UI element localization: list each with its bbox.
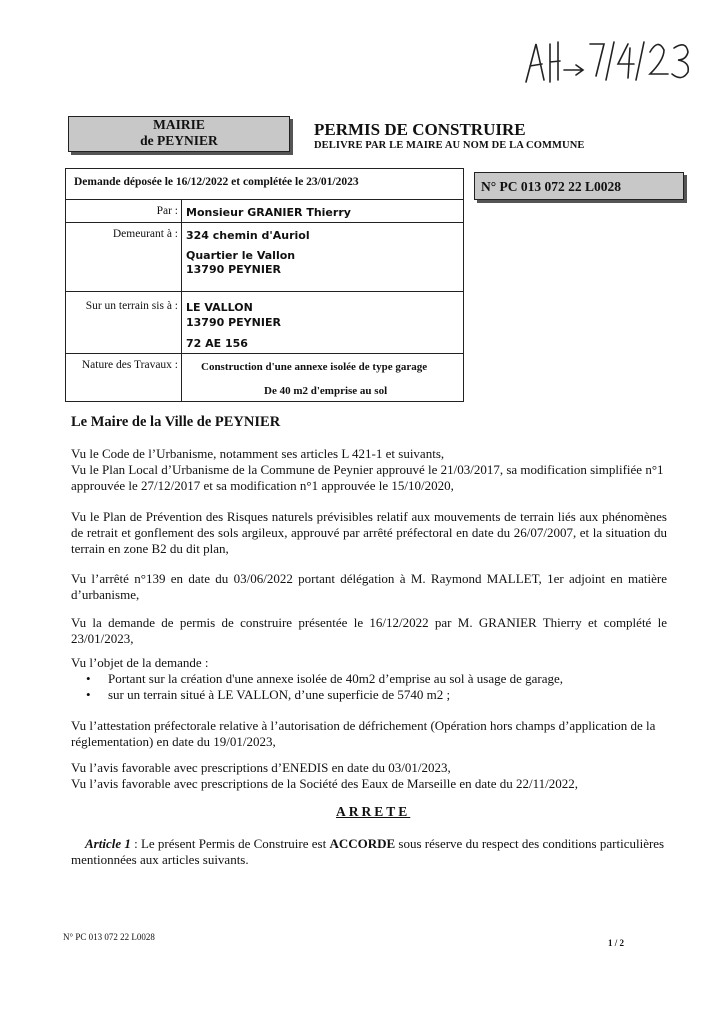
permit-subtitle: DELIVRE PAR LE MAIRE AU NOM DE LA COMMUNE [314,140,585,151]
par-label: Par : [156,205,178,217]
objet-list [86,671,563,703]
article-1-status: ACCORDE [329,836,396,851]
list-item: • sur un terrain situé à LE VALLON, d’une superficie de 5740 m2 ; [86,687,451,703]
table-divider [181,199,182,401]
demeurant-line3: 13790 PEYNIER [186,263,281,276]
nature-label: Nature des Travaux : [81,359,178,371]
vu-code-urbanisme: Vu le Code de l’Urbanisme, notamment ses articles L 421-1 et suivants, [71,446,445,461]
vu-objet: Vu l’objet de la demande : [71,655,209,670]
list-item: • Portant sur la création d'une annexe isolée de 40m2 d’emprise au sol à usage de garage, [86,671,564,686]
demeurant-label: Demeurant à : [112,228,178,240]
arrete-heading: ARRETE [336,804,411,819]
article-1-label: Article 1 [85,836,131,851]
permit-number: N° PC 013 072 22 L0028 [474,172,684,200]
nature-line2: De 40 m2 d'emprise au sol [264,385,388,397]
vu-arrete-delegation: Vu l’arrêté n°139 en date du 03/06/2022 portant délégation à M. Raymond MALLET, 1er adjoint en matière d’urbanisme, [71,571,667,603]
vu-defrichement: Vu l’attestation préfectorale relative à l’autorisation de défrichement (Opération hors champs d’application de la réglementation) en date du 19/01/2023, [71,718,656,750]
objet-item-2: sur un terrain situé à LE VALLON, d’une superficie de 5740 m2 ; [108,687,451,703]
demande-text: Demande déposée le 16/12/2022 et complétée le 23/01/2023 [74,176,359,188]
terrain-line2: 13790 PEYNIER [186,316,281,329]
mairie-name: MAIRIE [153,117,205,132]
demande-row [66,169,463,200]
demeurant-line1: 324 chemin d'Auriol [186,229,310,242]
mairie-box [68,116,290,152]
application-info-table [65,168,464,402]
page-number: 1 / 2 [608,938,625,948]
vu-eaux-marseille: Vu l’avis favorable avec prescriptions de la Société des Eaux de Marseille en date du 22/11/2022, [71,776,579,791]
handwritten-note [520,30,710,90]
permit-title: PERMIS DE CONSTRUIRE [314,120,526,139]
terrain-label: Sur un terrain sis à : [85,300,178,312]
vu-demande: Vu la demande de permis de construire présentée le 16/12/2022 par M. GRANIER Thierry et complété le 23/01/2023, [71,615,667,647]
demeurant-line2: Quartier le Vallon [186,249,296,262]
terrain-line3: 72 AE 156 [186,337,248,350]
par-value: Monsieur GRANIER Thierry [186,206,351,219]
terrain-line1: LE VALLON [186,301,253,314]
vu-enedis: Vu l’avis favorable avec prescriptions d’ENEDIS en date du 03/01/2023, [71,760,451,775]
nature-line1: Construction d'une annexe isolée de type garage [201,361,428,373]
maire-heading: Le Maire de la Ville de PEYNIER [71,414,281,430]
vu-plu: Vu le Plan Local d’Urbanisme de la Commune de Peynier approuvé le 21/03/2017, sa modification simplifiée n°1 approuvée le 27/12/2017 et sa modification n°1 approuvée le 15/10/2020, [71,462,664,494]
objet-item-1: Portant sur la création d'une annexe isolée de 40m2 d’emprise au sol à usage de garage, [108,671,564,686]
article-1-post: sous réserve du respect des conditions particulières mentionnées aux articles suivants. [71,836,665,868]
footer-permit-number: N° PC 013 072 22 L0028 [63,932,155,942]
article-1 [71,836,667,868]
article-1-pre: : Le présent Permis de Construire est [130,836,330,851]
vu-pprn: Vu le Plan de Prévention des Risques naturels prévisibles relatif aux mouvements de terrain liés aux phénomènes de retrait et gonflement des sols argileux, approuvé par arrêté préfectoral en date du 26/07/2007, et la situation du terrain en zone B2 du dit plan, [71,509,667,557]
mairie-commune: de PEYNIER [140,133,218,148]
